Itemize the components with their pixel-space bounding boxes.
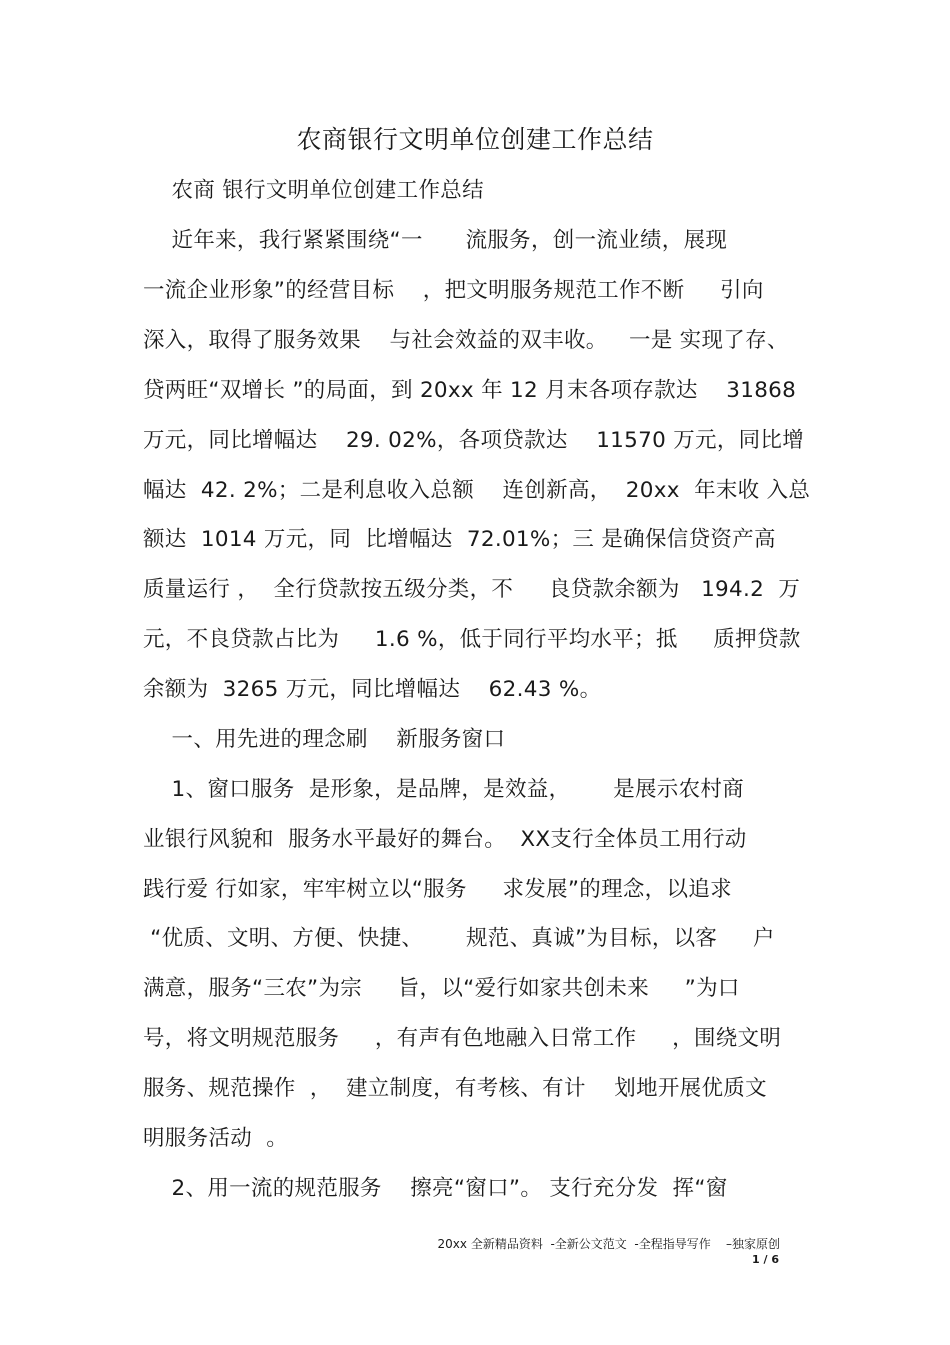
body-line: 明服务活动 。 [143, 1126, 289, 1151]
body-line: 号，将文明规范服务 ，有声有色地融入日常工作 ，围绕文明 [143, 1026, 782, 1051]
section-heading: 一、用先进的理念刷 新服务窗口 [143, 727, 506, 752]
body-line: 1、窗口服务 是形象，是品牌，是效益， 是展示农村商 [143, 777, 744, 802]
body-line: 2、用一流的规范服务 擦亮“窗口”。 支行充分发 挥“窗 [143, 1176, 728, 1201]
body-line: 质量运行 ， 全行贷款按五级分类，不 良贷款余额为 194.2 万 [143, 577, 801, 602]
body-line: “优质、文明、方便、快捷、 规范、真诚”为目标，以客 户 [143, 926, 775, 951]
body-line: 业银行风貌和 服务水平最好的舞台。 XX支行全体员工用行动 [143, 827, 747, 852]
document-title: 农商银行文明单位创建工作总结 [296, 125, 654, 154]
body-line: 贷两旺“双增长 ”的局面，到 20xx 年 12 月末各项存款达 31868 [143, 378, 797, 403]
body-line: 万元，同比增幅达 29. 02%，各项贷款达 11570 万元，同比增 [143, 428, 805, 453]
body-line: 农商 银行文明单位创建工作总结 [143, 178, 484, 203]
body-line: 满意，服务“三农”为宗 旨，以“爱行如家共创未来 ”为口 [143, 976, 740, 1001]
page-number: 1 / 6 [752, 1253, 779, 1266]
body-line: 余额为 3265 万元，同比增幅达 62.43 %。 [143, 677, 602, 702]
footer-note: 20xx 全新精品资料 -全新公文范文 -全程指导写作 –独家原创 [437, 1237, 780, 1251]
body-line: 元，不良贷款占比为 1.6 %，低于同行平均水平；抵 质押贷款 [143, 627, 801, 652]
body-line: 一流企业形象”的经营目标 ，把文明服务规范工作不断 引向 [143, 278, 764, 303]
body-line: 践行爱 行如家，牢牢树立以“服务 求发展”的理念，以追求 [143, 877, 732, 902]
body-line: 深入，取得了服务效果 与社会效益的双丰收。 一是 实现了存、 [143, 328, 789, 353]
body-line: 近年来，我行紧紧围绕“一 流服务，创一流业绩，展现 [143, 228, 728, 253]
body-line: 服务、规范操作 ， 建立制度，有考核、有计 划地开展优质文 [143, 1076, 767, 1101]
body-line: 幅达 42. 2%；二是利息收入总额 连创新高， 20xx 年末收 入总 [143, 478, 811, 503]
body-line: 额达 1014 万元，同 比增幅达 72.01%；三 是确保信贷资产高 [143, 527, 776, 552]
